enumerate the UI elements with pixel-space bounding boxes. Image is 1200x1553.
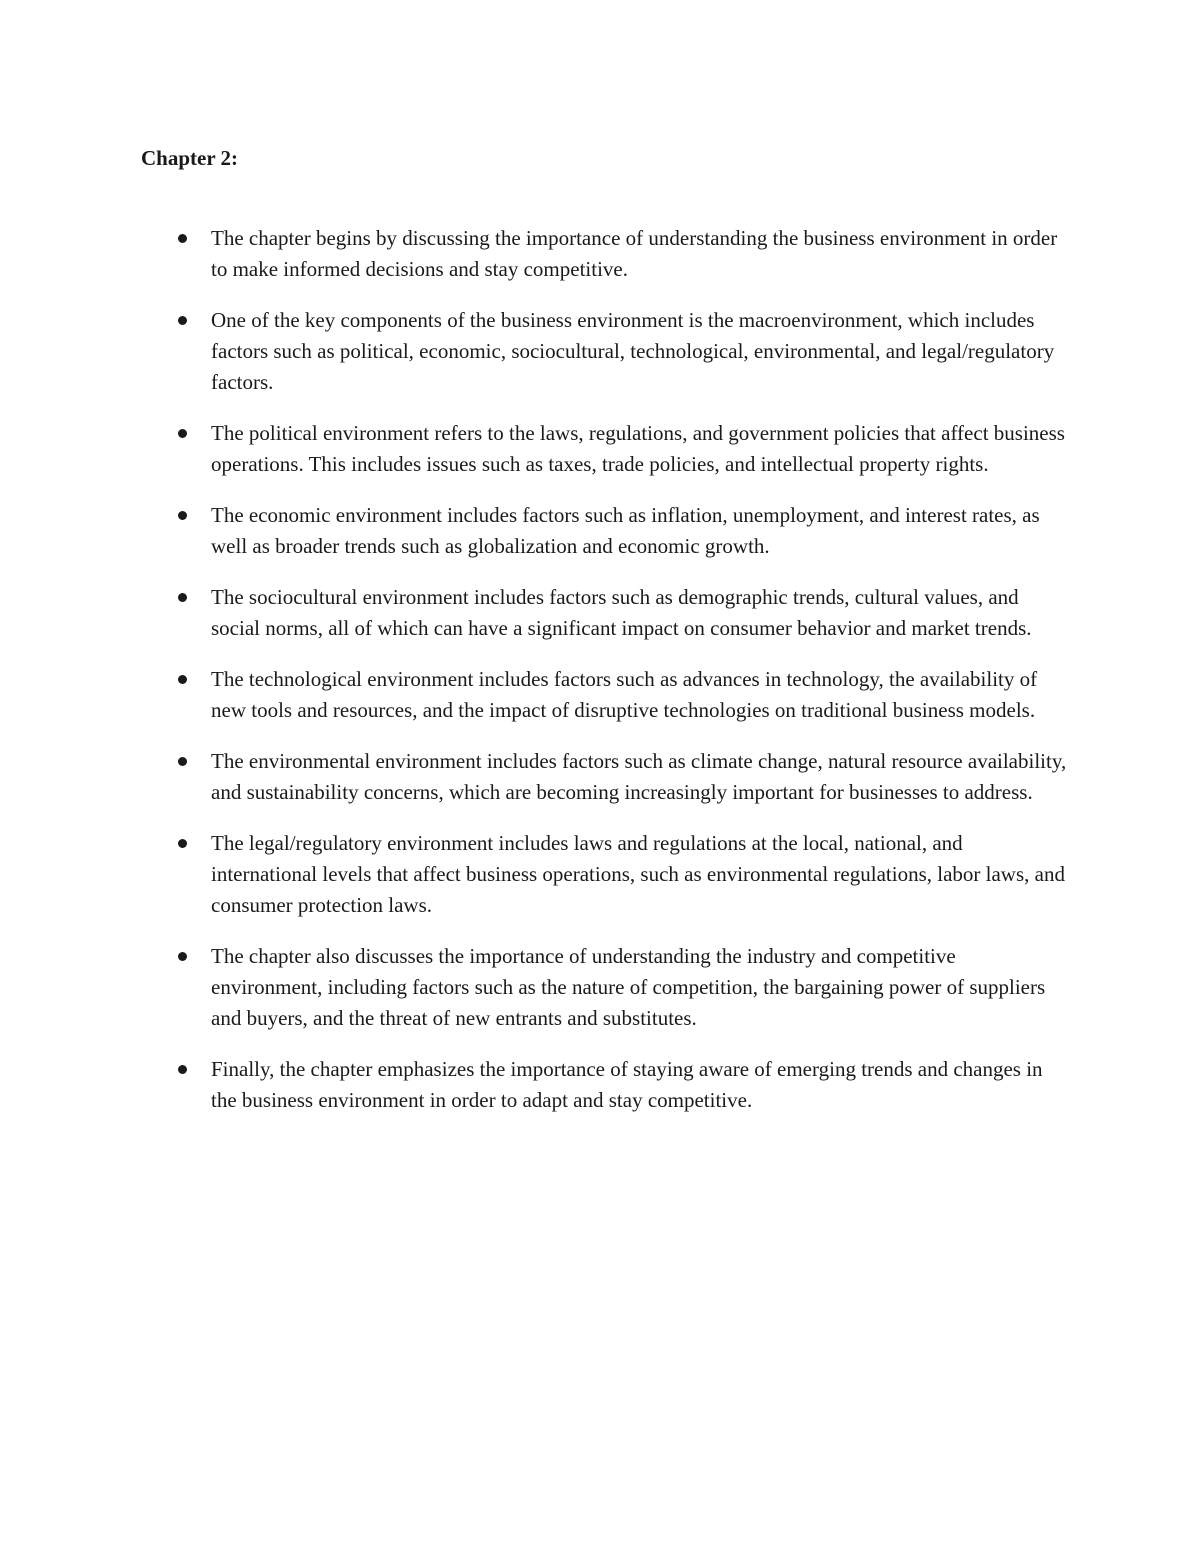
bullet-text: The economic environment includes factors such as inflation, unemployment, and interest rates, as well as broader trends such as globalization and economic growth. [211, 503, 1040, 558]
bullet-item [211, 828, 1071, 921]
bullet-icon [178, 757, 187, 766]
chapter-heading: Chapter 2: [141, 146, 239, 170]
bullet-text: The legal/regulatory environment includes laws and regulations at the local, national, and international levels that affect business operations, such as environmental regulations, labor laws, and consumer protection laws. [211, 831, 1065, 917]
bullet-icon [178, 675, 187, 684]
bullet-item [211, 223, 1071, 285]
bullet-icon [178, 511, 187, 520]
bullet-icon [178, 1065, 187, 1074]
bullet-text: Finally, the chapter emphasizes the importance of staying aware of emerging trends and changes in the business environment in order to adapt and stay competitive. [211, 1057, 1043, 1112]
bullet-icon [178, 593, 187, 602]
bullet-text: One of the key components of the business environment is the macroenvironment, which includes factors such as political, economic, sociocultural, technological, environmental, and legal/regulatory factors. [211, 308, 1055, 394]
bullet-item [211, 582, 1071, 644]
bullet-text: The political environment refers to the laws, regulations, and government policies that affect business operations. This includes issues such as taxes, trade policies, and intellectual property rights. [211, 421, 1065, 476]
bullet-item [211, 305, 1071, 398]
bullet-item [211, 941, 1071, 1034]
bullet-icon [178, 839, 187, 848]
bullet-icon [178, 952, 187, 961]
bullet-text: The environmental environment includes factors such as climate change, natural resource availability, and sustainability concerns, which are becoming increasingly important for businesses to address. [211, 749, 1067, 804]
bullet-item [211, 418, 1071, 480]
bullet-icon [178, 234, 187, 243]
bullet-text: The sociocultural environment includes factors such as demographic trends, cultural values, and social norms, all of which can have a significant impact on consumer behavior and market trends. [211, 585, 1032, 640]
bullet-text: The chapter also discusses the importance of understanding the industry and competitive environment, including factors such as the nature of competition, the bargaining power of suppliers and buyers, and the threat of new entrants and substitutes. [211, 944, 1046, 1030]
bullet-item [211, 500, 1071, 562]
bullet-item [211, 746, 1071, 808]
bullet-item [211, 1054, 1071, 1116]
bullet-icon [178, 316, 187, 325]
bullet-list [211, 223, 1071, 1136]
bullet-text: The technological environment includes factors such as advances in technology, the availability of new tools and resources, and the impact of disruptive technologies on traditional business models. [211, 667, 1038, 722]
bullet-icon [178, 429, 187, 438]
bullet-text: The chapter begins by discussing the importance of understanding the business environment in order to make informed decisions and stay competitive. [211, 226, 1058, 281]
bullet-item [211, 664, 1071, 726]
